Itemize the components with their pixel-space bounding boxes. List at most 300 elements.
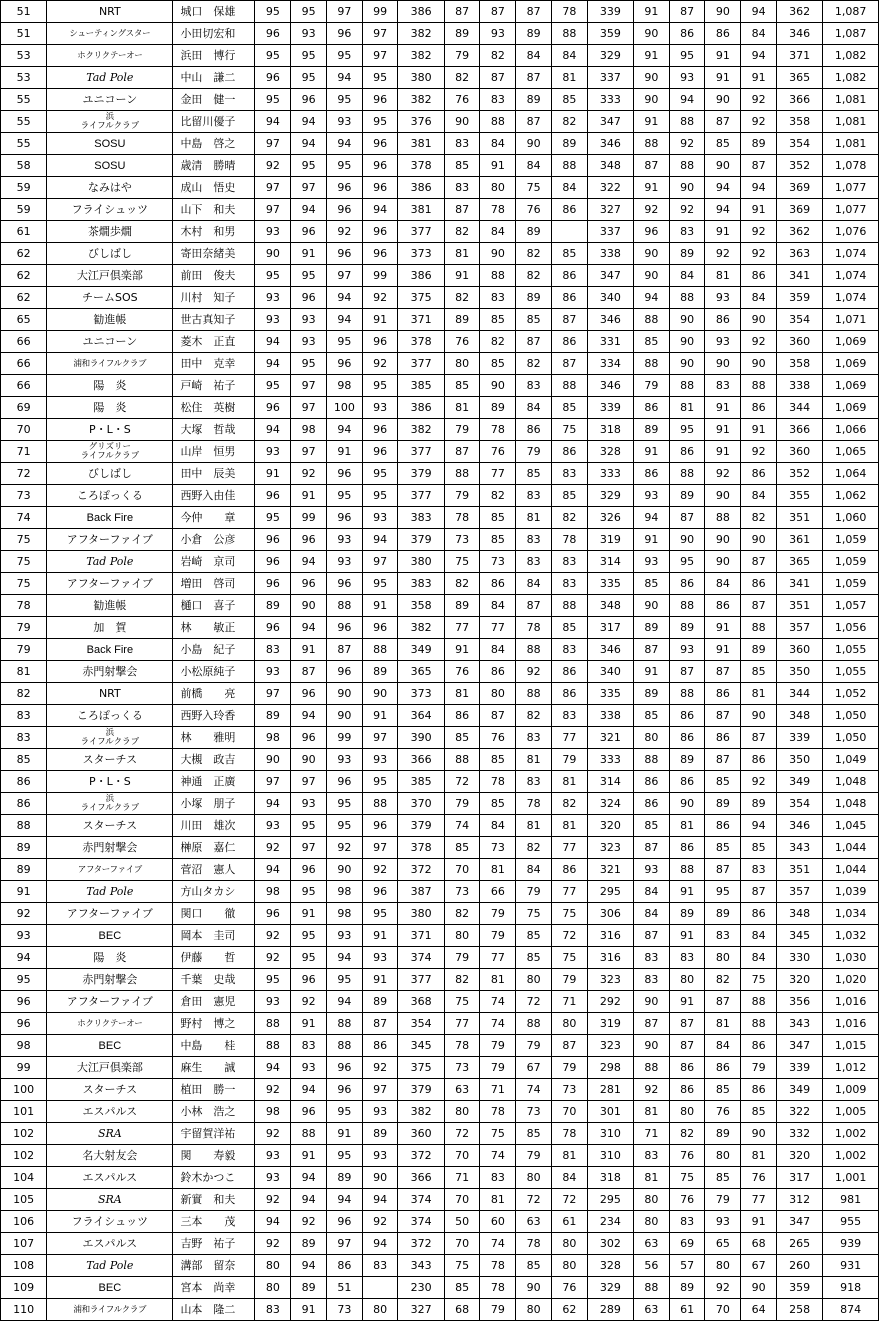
score-cell: 91 [705, 45, 741, 67]
score-cell: 92 [362, 859, 398, 881]
score-cell: 83 [255, 1299, 291, 1321]
rank-cell: 91 [1, 881, 47, 903]
score-cell: 382 [398, 89, 444, 111]
score-cell: 94 [326, 309, 362, 331]
score-cell: 76 [444, 89, 480, 111]
score-cell: 88 [551, 23, 587, 45]
score-cell: 74 [516, 1079, 552, 1101]
score-cell: 78 [551, 1, 587, 23]
score-cell: 79 [551, 969, 587, 991]
score-cell: 61 [551, 1211, 587, 1233]
shooter-name-cell: 宮本 尚幸 [173, 1277, 255, 1299]
score-cell: 95 [362, 463, 398, 485]
score-cell: 85 [480, 309, 516, 331]
score-cell: 96 [362, 133, 398, 155]
score-cell: 97 [362, 727, 398, 749]
score-cell: 94 [291, 551, 327, 573]
score-cell: 258 [776, 1299, 822, 1321]
score-cell: 89 [633, 419, 669, 441]
score-cell: 344 [776, 683, 822, 705]
score-cell: 70 [705, 1299, 741, 1321]
score-cell: 85 [444, 837, 480, 859]
score-cell: 78 [480, 771, 516, 793]
score-cell: 86 [633, 397, 669, 419]
score-cell: 96 [255, 485, 291, 507]
score-cell: 86 [741, 397, 777, 419]
score-cell: 918 [823, 1277, 879, 1299]
score-cell: 379 [398, 1079, 444, 1101]
team-cell: スターチス [47, 1079, 173, 1101]
score-cell: 359 [776, 1277, 822, 1299]
table-row [1, 1145, 879, 1167]
team-cell: 赤門射撃会 [47, 969, 173, 991]
score-cell: 90 [326, 705, 362, 727]
score-cell: 92 [669, 199, 705, 221]
score-cell: 98 [255, 881, 291, 903]
score-cell: 73 [480, 551, 516, 573]
score-cell: 90 [741, 529, 777, 551]
table-row [1, 815, 879, 837]
score-cell: 88 [516, 639, 552, 661]
score-cell: 83 [480, 89, 516, 111]
table-row [1, 1189, 879, 1211]
rank-cell: 102 [1, 1145, 47, 1167]
score-cell: 76 [444, 331, 480, 353]
team-cell: アフターファイブ [47, 529, 173, 551]
score-cell: 75 [480, 1123, 516, 1145]
score-cell: 88 [551, 155, 587, 177]
table-row [1, 177, 879, 199]
table-row [1, 375, 879, 397]
score-cell: 73 [444, 529, 480, 551]
score-cell: 83 [516, 727, 552, 749]
score-cell: 95 [291, 815, 327, 837]
score-cell: 91 [669, 881, 705, 903]
score-cell: 72 [551, 925, 587, 947]
score-cell: 82 [516, 353, 552, 375]
score-cell: 96 [326, 199, 362, 221]
score-cell: 1,052 [823, 683, 879, 705]
score-cell: 341 [776, 265, 822, 287]
score-cell: 88 [255, 1035, 291, 1057]
table-row [1, 1057, 879, 1079]
shooter-name-cell: 樋口 喜子 [173, 595, 255, 617]
score-cell: 93 [633, 859, 669, 881]
score-cell: 93 [633, 485, 669, 507]
score-cell: 95 [362, 111, 398, 133]
score-cell: 75 [551, 947, 587, 969]
score-cell: 96 [291, 1101, 327, 1123]
score-cell: 87 [480, 705, 516, 727]
score-cell: 91 [362, 595, 398, 617]
score-cell: 78 [444, 1035, 480, 1057]
score-cell: 71 [444, 1167, 480, 1189]
score-cell: 321 [587, 727, 633, 749]
score-cell: 341 [776, 573, 822, 595]
score-cell: 88 [669, 595, 705, 617]
score-cell: 88 [480, 111, 516, 133]
score-cell: 83 [669, 221, 705, 243]
score-cell: 377 [398, 353, 444, 375]
score-cell: 92 [255, 1079, 291, 1101]
rank-cell: 109 [1, 1277, 47, 1299]
score-cell: 97 [291, 771, 327, 793]
score-cell: 83 [633, 947, 669, 969]
score-cell: 80 [255, 1277, 291, 1299]
table-row [1, 683, 879, 705]
score-cell: 86 [669, 837, 705, 859]
score-cell: 97 [255, 133, 291, 155]
score-cell: 97 [326, 265, 362, 287]
score-cell: 1,071 [823, 309, 879, 331]
score-cell: 92 [362, 287, 398, 309]
score-cell: 93 [705, 331, 741, 353]
score-cell: 74 [444, 815, 480, 837]
table-row [1, 441, 879, 463]
team-cell [47, 727, 173, 749]
score-cell: 83 [551, 705, 587, 727]
score-cell: 90 [326, 859, 362, 881]
shooter-name-cell: 関 寿毅 [173, 1145, 255, 1167]
shooter-name-cell: 比留川優子 [173, 111, 255, 133]
score-cell: 94 [326, 67, 362, 89]
score-cell: 931 [823, 1255, 879, 1277]
team-cell: 陽 炎 [47, 947, 173, 969]
score-cell: 50 [444, 1211, 480, 1233]
score-cell: 87 [705, 705, 741, 727]
score-cell: 75 [516, 903, 552, 925]
shooter-name-cell: 浜田 博行 [173, 45, 255, 67]
score-cell: 89 [633, 683, 669, 705]
table-row [1, 573, 879, 595]
score-cell: 86 [551, 199, 587, 221]
score-cell: 72 [516, 1189, 552, 1211]
score-cell: 75 [516, 177, 552, 199]
score-cell: 84 [516, 155, 552, 177]
score-cell: 99 [362, 265, 398, 287]
score-cell: 86 [741, 1035, 777, 1057]
score-cell: 96 [291, 221, 327, 243]
score-cell: 94 [705, 199, 741, 221]
score-cell: 83 [516, 485, 552, 507]
score-cell: 93 [291, 309, 327, 331]
shooter-name-cell: 林 敏正 [173, 617, 255, 639]
table-row [1, 419, 879, 441]
table-row [1, 331, 879, 353]
score-cell: 88 [669, 287, 705, 309]
score-cell: 1,020 [823, 969, 879, 991]
rank-cell: 99 [1, 1057, 47, 1079]
score-cell: 1,057 [823, 595, 879, 617]
shooter-name-cell: 神通 正廣 [173, 771, 255, 793]
score-cell: 96 [291, 89, 327, 111]
score-cell: 57 [669, 1255, 705, 1277]
score-cell: 90 [669, 309, 705, 331]
table-row [1, 507, 879, 529]
score-cell: 84 [633, 903, 669, 925]
score-cell: 73 [551, 1079, 587, 1101]
rank-cell: 75 [1, 573, 47, 595]
score-cell: 298 [587, 1057, 633, 1079]
score-cell: 96 [291, 529, 327, 551]
score-cell: 74 [480, 991, 516, 1013]
score-cell: 84 [705, 1035, 741, 1057]
score-cell: 82 [444, 287, 480, 309]
score-cell: 86 [741, 1079, 777, 1101]
score-cell: 92 [741, 771, 777, 793]
score-cell: 51 [326, 1277, 362, 1299]
score-cell: 96 [326, 507, 362, 529]
score-cell: 82 [480, 45, 516, 67]
score-cell: 80 [705, 1255, 741, 1277]
score-cell: 348 [776, 705, 822, 727]
score-cell: 1,082 [823, 67, 879, 89]
score-cell: 357 [776, 617, 822, 639]
table-row [1, 837, 879, 859]
score-cell: 98 [255, 727, 291, 749]
table-row [1, 45, 879, 67]
score-cell: 91 [291, 1013, 327, 1035]
score-cell: 372 [398, 1233, 444, 1255]
table-row [1, 1079, 879, 1101]
score-cell: 87 [480, 1, 516, 23]
score-cell: 83 [516, 771, 552, 793]
score-cell: 332 [776, 1123, 822, 1145]
score-cell: 87 [633, 639, 669, 661]
score-cell: 320 [776, 1145, 822, 1167]
score-cell: 347 [587, 265, 633, 287]
score-cell: 62 [551, 1299, 587, 1321]
team-name-line: ライフルクラブ [80, 120, 140, 131]
shooter-name-cell: 小島 紀子 [173, 639, 255, 661]
score-cell: 378 [398, 837, 444, 859]
score-cell: 74 [480, 1233, 516, 1255]
score-cell: 1,039 [823, 881, 879, 903]
score-cell: 346 [587, 375, 633, 397]
score-cell: 85 [633, 331, 669, 353]
score-cell: 81 [551, 771, 587, 793]
score-cell: 78 [480, 1277, 516, 1299]
team-cell: びしばし [47, 243, 173, 265]
score-cell: 96 [326, 573, 362, 595]
score-cell: 95 [326, 815, 362, 837]
shooter-name-cell: 中島 桂 [173, 1035, 255, 1057]
score-cell: 85 [705, 837, 741, 859]
table-row [1, 89, 879, 111]
table-row [1, 661, 879, 683]
score-cell: 95 [291, 881, 327, 903]
score-cell: 79 [480, 903, 516, 925]
score-cell: 1,065 [823, 441, 879, 463]
score-cell: 93 [705, 287, 741, 309]
score-cell: 382 [398, 617, 444, 639]
score-cell: 80 [480, 683, 516, 705]
score-cell: 327 [587, 199, 633, 221]
score-cell: 75 [444, 991, 480, 1013]
score-cell: 98 [326, 881, 362, 903]
score-cell: 328 [587, 1255, 633, 1277]
score-cell: 73 [444, 1057, 480, 1079]
score-cell: 93 [255, 309, 291, 331]
score-cell: 83 [444, 133, 480, 155]
score-cell: 93 [362, 397, 398, 419]
score-cell: 90 [741, 309, 777, 331]
score-cell: 86 [669, 1079, 705, 1101]
score-cell: 81 [444, 243, 480, 265]
score-cell: 96 [255, 573, 291, 595]
score-cell: 366 [776, 89, 822, 111]
score-cell: 97 [291, 441, 327, 463]
table-row [1, 595, 879, 617]
score-cell: 89 [705, 903, 741, 925]
score-cell: 1,016 [823, 991, 879, 1013]
shooter-name-cell: 今仲 章 [173, 507, 255, 529]
score-cell: 90 [705, 529, 741, 551]
score-cell: 365 [398, 661, 444, 683]
score-cell: 327 [398, 1299, 444, 1321]
rank-cell: 70 [1, 419, 47, 441]
score-cell: 89 [444, 309, 480, 331]
table-row [1, 1167, 879, 1189]
score-cell: 1,016 [823, 1013, 879, 1035]
rank-cell: 94 [1, 947, 47, 969]
score-cell: 98 [326, 375, 362, 397]
team-name-line: グリズリー [88, 441, 132, 452]
score-cell: 87 [669, 1013, 705, 1035]
score-cell: 1,048 [823, 793, 879, 815]
score-cell: 92 [705, 243, 741, 265]
rank-cell: 55 [1, 133, 47, 155]
score-cell: 79 [551, 1057, 587, 1079]
score-cell: 94 [291, 1189, 327, 1211]
score-cell: 339 [776, 1057, 822, 1079]
score-cell: 86 [669, 573, 705, 595]
score-cell: 71 [633, 1123, 669, 1145]
team-cell: ホクリクテーオー [47, 1013, 173, 1035]
score-cell: 84 [633, 881, 669, 903]
score-cell: 68 [741, 1233, 777, 1255]
rank-cell: 55 [1, 89, 47, 111]
score-cell: 64 [741, 1299, 777, 1321]
score-cell: 76 [516, 199, 552, 221]
rank-cell: 88 [1, 815, 47, 837]
score-cell: 72 [444, 771, 480, 793]
team-cell: BEC [47, 925, 173, 947]
score-cell: 1,049 [823, 749, 879, 771]
score-cell: 83 [291, 1035, 327, 1057]
score-cell: 96 [291, 969, 327, 991]
shooter-name-cell: 菱木 正直 [173, 331, 255, 353]
score-cell: 91 [362, 925, 398, 947]
team-name-line: ライフルクラブ [80, 736, 140, 747]
score-cell: 63 [633, 1233, 669, 1255]
score-cell: 81 [633, 1101, 669, 1123]
score-cell: 82 [516, 705, 552, 727]
score-cell: 100 [326, 397, 362, 419]
score-cell: 86 [669, 1057, 705, 1079]
score-cell: 94 [362, 529, 398, 551]
score-cell: 95 [326, 331, 362, 353]
score-cell: 95 [326, 45, 362, 67]
score-cell: 96 [362, 815, 398, 837]
score-cell: 91 [255, 463, 291, 485]
score-cell: 86 [551, 287, 587, 309]
score-cell: 88 [741, 617, 777, 639]
score-cell: 85 [633, 573, 669, 595]
score-cell: 89 [362, 661, 398, 683]
score-cell: 95 [255, 1, 291, 23]
team-cell: SRA [47, 1123, 173, 1145]
score-cell: 96 [255, 67, 291, 89]
score-cell: 94 [326, 419, 362, 441]
score-cell: 317 [587, 617, 633, 639]
score-cell: 1,012 [823, 1057, 879, 1079]
score-cell: 380 [398, 67, 444, 89]
team-cell: BEC [47, 1035, 173, 1057]
rank-cell: 69 [1, 397, 47, 419]
rank-cell: 81 [1, 661, 47, 683]
table-row [1, 309, 879, 331]
score-cell: 82 [551, 111, 587, 133]
score-cell: 83 [480, 287, 516, 309]
score-cell: 97 [326, 1233, 362, 1255]
shooter-name-cell: 小林 浩之 [173, 1101, 255, 1123]
score-cell: 96 [291, 287, 327, 309]
rank-cell: 86 [1, 793, 47, 815]
score-cell: 96 [326, 661, 362, 683]
score-cell: 318 [587, 1167, 633, 1189]
score-cell: 86 [326, 1255, 362, 1277]
shooter-name-cell: 木村 和男 [173, 221, 255, 243]
score-cell: 382 [398, 45, 444, 67]
score-cell: 90 [705, 155, 741, 177]
score-cell: 97 [362, 551, 398, 573]
score-cell: 1,074 [823, 287, 879, 309]
score-cell: 92 [255, 925, 291, 947]
score-cell: 90 [705, 353, 741, 375]
score-cell: 345 [776, 925, 822, 947]
score-cell: 94 [255, 331, 291, 353]
score-cell: 329 [587, 1277, 633, 1299]
score-cell: 87 [741, 727, 777, 749]
score-cell: 97 [255, 771, 291, 793]
score-cell: 83 [444, 177, 480, 199]
score-cell: 93 [326, 925, 362, 947]
score-cell: 81 [480, 969, 516, 991]
rank-cell: 98 [1, 1035, 47, 1057]
score-cell: 79 [480, 925, 516, 947]
score-cell: 98 [326, 903, 362, 925]
score-cell: 86 [633, 771, 669, 793]
score-cell: 87 [444, 1, 480, 23]
score-cell: 83 [516, 551, 552, 573]
score-cell: 75 [444, 1255, 480, 1277]
score-cell: 80 [480, 177, 516, 199]
score-cell: 377 [398, 969, 444, 991]
score-cell: 70 [551, 1101, 587, 1123]
score-cell: 375 [398, 287, 444, 309]
table-row [1, 1211, 879, 1233]
shooter-name-cell: 三本 茂 [173, 1211, 255, 1233]
score-cell: 88 [362, 639, 398, 661]
shooter-name-cell: 成山 悟史 [173, 177, 255, 199]
score-cell: 77 [480, 617, 516, 639]
score-cell: 92 [741, 89, 777, 111]
score-cell: 90 [705, 89, 741, 111]
score-cell: 338 [587, 243, 633, 265]
score-cell: 380 [398, 903, 444, 925]
score-cell: 92 [741, 111, 777, 133]
